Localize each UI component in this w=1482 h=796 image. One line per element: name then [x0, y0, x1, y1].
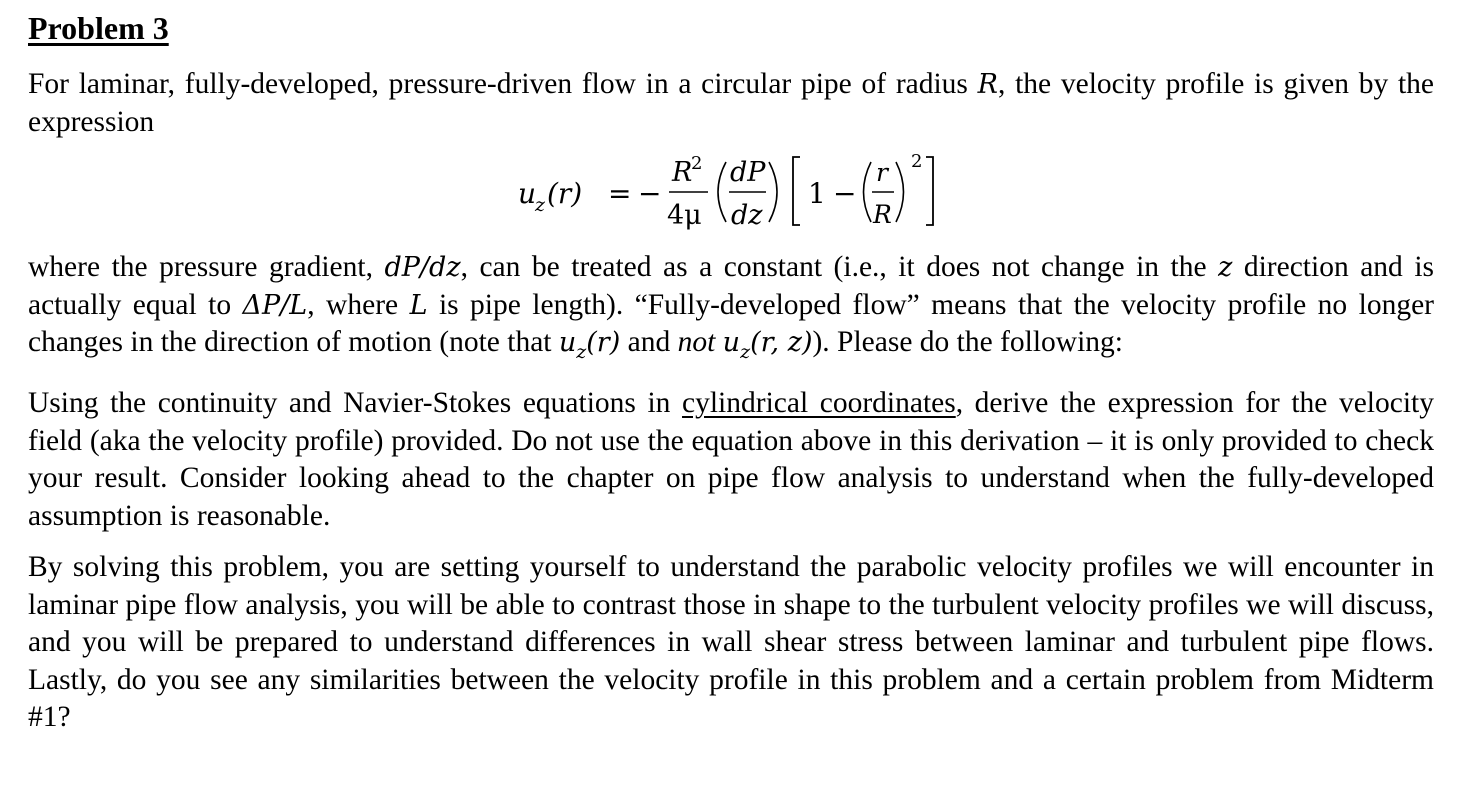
- eq-minus-2: −: [833, 177, 857, 210]
- eq-paren-left-2: [864, 162, 872, 222]
- problem-title: Problem 3: [28, 10, 169, 46]
- cylindrical-coordinates-link[interactable]: cylindrical coordinates: [682, 387, 956, 420]
- where-text-7: ). Please do the following:: [812, 326, 1123, 358]
- math-u: u: [558, 327, 577, 358]
- var-R: R: [977, 69, 998, 100]
- where-not-italic: not: [677, 326, 716, 358]
- eq-lhs-sub: z: [535, 194, 546, 216]
- equation-graphic: [498, 143, 998, 239]
- math-u-sub: z: [576, 340, 587, 363]
- where-text-3: direction and is actually equal to: [28, 251, 1434, 321]
- velocity-equation: [28, 143, 1434, 239]
- derive-text-2: , derive the expression for the velocity field (aka the velocity profile) provided. Do not use the equation above in this derivation – it is only provided to check your result. Consider looking ahead to the chapter on pipe flow analysis to understand when the fully-developed assumption is reasonable.: [28, 387, 1434, 532]
- eq-r-den: R: [873, 200, 892, 229]
- intro-paragraph: [28, 66, 1434, 141]
- eq-bracket-left: [793, 157, 800, 225]
- math-L: L: [409, 289, 428, 321]
- eq-paren-right-1: [769, 162, 777, 222]
- intro-text-1: For laminar, fully-developed, pressure-driven flow in a circular pipe of radius: [28, 68, 978, 100]
- eq-lhs-arg: (r): [547, 177, 583, 210]
- derive-paragraph: [28, 385, 1434, 535]
- derive-text-1: Using the continuity and Navier-Stokes equations in: [28, 387, 683, 420]
- math-u-2-arg: (r, z): [750, 327, 813, 358]
- math-dp-dz: dP/dz: [384, 252, 461, 283]
- eq-equals: =: [608, 177, 632, 210]
- document-page: [28, 6, 1434, 737]
- eq-num-R: R: [672, 157, 693, 188]
- eq-outer-exp: 2: [911, 151, 923, 172]
- where-text-4: , where: [307, 288, 410, 321]
- eq-minus: −: [638, 177, 662, 210]
- eq-paren-right-2: [896, 162, 904, 222]
- math-u-arg: (r): [586, 327, 621, 358]
- where-text-6: and: [620, 326, 678, 358]
- math-u-2-sub: z: [740, 340, 751, 363]
- math-delta-p-l: ΔP/L: [242, 289, 308, 321]
- eq-num-exp: 2: [691, 153, 703, 174]
- eq-lhs-u: u: [518, 177, 537, 210]
- where-text-5: is pipe length). “Fully-developed flow” means that the velocity profile no longer changes in the direction of motion (note that: [28, 288, 1434, 358]
- where-text-1: where the pressure gradient,: [28, 251, 385, 283]
- eq-dp-den: dz: [731, 200, 763, 231]
- eq-r-num: r: [876, 158, 888, 187]
- where-text-2: , can be treated as a constant (i.e., it does not change in the: [460, 251, 1219, 283]
- eq-one: 1: [808, 177, 826, 210]
- eq-den: 4μ: [667, 200, 702, 231]
- where-paragraph: [28, 249, 1434, 371]
- where-space: [715, 326, 722, 358]
- eq-dp-num: dP: [730, 157, 766, 188]
- solve-paragraph: By solving this problem, you are setting yourself to understand the parabolic velocity profiles we will encounter in laminar pipe flow analysis, you will be able to contrast those in shape to the turbulent velocity profiles we will discuss, and you will be prepared to understand differences in wall shear stress between laminar and turbulent pipe flows. Lastly, do you see any similarities between the velocity profile in this problem and a certain problem from Midterm #1?: [28, 551, 1434, 734]
- math-u-2: u: [722, 327, 741, 358]
- eq-bracket-right: [926, 157, 933, 225]
- math-z: z: [1218, 252, 1233, 283]
- intro-text-2: , the velocity profile is given by the expression: [28, 68, 1434, 138]
- eq-paren-left-1: [718, 162, 726, 222]
